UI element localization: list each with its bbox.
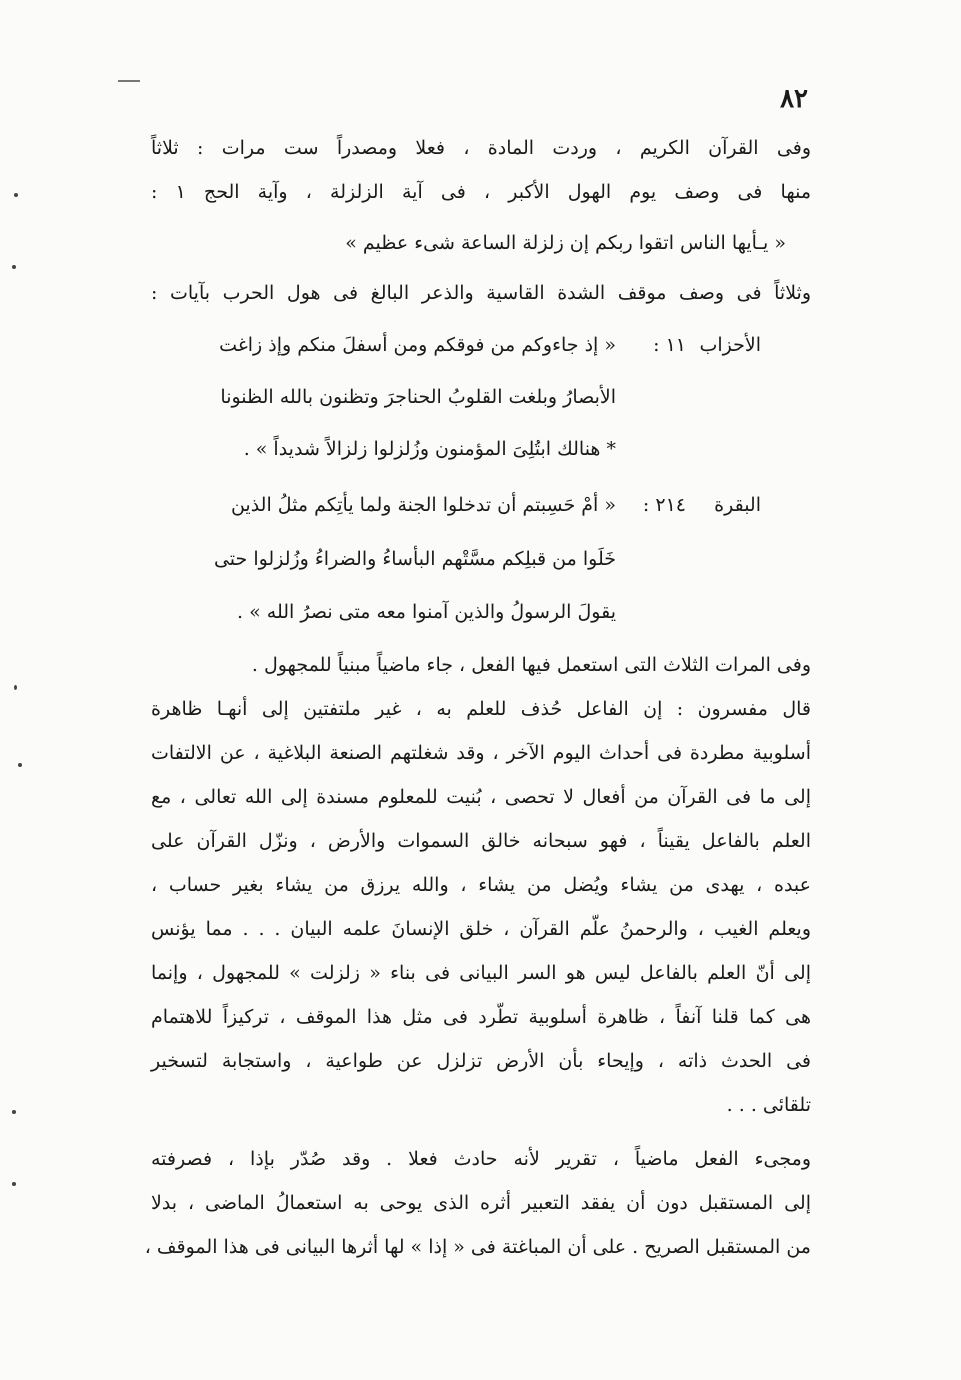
scan-speck: [12, 265, 16, 269]
verse-line: خَلَوا من قبلِكم مسَّتْهم البأساءُ والضراءُ وزُلزلوا حتى: [213, 548, 616, 570]
scan-speck: [14, 685, 17, 690]
text-line: إلى أنّ العلم بالفاعل ليس هو السر البيانى فى بناء « زلزلت » للمجهول ، وإنما: [151, 962, 811, 984]
text-line: منها فى وصف يوم الهول الأكبر ، فى آية الزلزلة ، وآية الحج ١ :: [151, 181, 811, 203]
top-rule: [118, 80, 140, 82]
text-line: أسلوبية مطردة فى أحداث اليوم الآخر ، وقد شغلتهم الصنعة البلاغية ، عن الالتفات: [151, 742, 811, 764]
verse-line: « أمْ حَسِبتم أن تدخلوا الجنة ولما يأتِكم مثلُ الذين: [230, 494, 616, 516]
scan-speck: [12, 1110, 16, 1114]
scan-speck: [14, 193, 18, 197]
verse-line: يقولَ الرسولُ والذين آمنوا معه متى نصرُ الله » .: [237, 601, 616, 623]
text-line: وفى القرآن الكريم ، وردت المادة ، فعلا ومصدراً ست مرات : ثلاثاً: [151, 137, 811, 159]
text-line: من المستقبل الصريح . على أن المباغتة فى « إذا » لها أثرها البيانى فى هذا الموقف ،: [144, 1236, 811, 1258]
verse-number: ٢١٤ :: [642, 494, 686, 516]
verse-line: * هنالك ابتُلِىَ المؤمنون وزُلزلوا زلزالاً شديداً » .: [243, 438, 616, 460]
verse-surah-name: الأحزاب: [699, 334, 761, 356]
text-line: وثلاثاً فى وصف موقف الشدة القاسية والذعر البالغ فى هول الحرب بآيات :: [151, 282, 811, 304]
text-line: ومجىء الفعل ماضياً ، تقرير لأنه حادث فعلا . وقد صُدّر بإذا ، فصرفته: [151, 1148, 811, 1170]
verse-line: الأبصارُ وبلغت القلوبُ الحناجرَ وتظنون بالله الظنونا: [220, 386, 616, 408]
scan-speck: [12, 1182, 16, 1186]
text-line: وفى المرات الثلاث التى استعمل فيها الفعل ، جاء ماضياً مبنياً للمجهول .: [251, 654, 811, 676]
scan-speck: [18, 763, 22, 767]
text-line: العلم بالفاعل يقيناً ، فهو سبحانه خالق السموات والأرض ، ونزّل القرآن على: [151, 830, 811, 852]
text-line: ويعلم الغيب ، والرحمنُ علّم القرآن ، خلق الإنسانَ علمه البيان . . . مما يؤنس: [151, 918, 811, 940]
text-line: تلقائى . . .: [726, 1094, 811, 1116]
verse-surah-name: البقرة: [714, 494, 761, 516]
text-line: إلى المستقبل دون أن يفقد التعبير أثره الذى يوحى به استعمالُ الماضى ، بدلا: [151, 1192, 811, 1214]
text-line: عبده ، يهدى من يشاء ويُضل من يشاء ، والله يرزق من يشاء بغير حساب ،: [151, 874, 811, 896]
text-line: هى كما قلنا آنفاً ، ظاهرة أسلوبية تطّرد فى مثل هذا الموقف ، تركيزاً للاهتمام: [151, 1006, 811, 1028]
text-line: قال مفسرون : إن الفاعل حُذف للعلم به ، غير ملتفتين إلى أنهـا ظاهرة: [151, 698, 811, 720]
verse-line: « إذ جاءوكم من فوقكم ومن أسفلَ منكم وإذ زاغت: [219, 334, 616, 356]
text-line: فى الحدث ذاته ، وإيحاء بأن الأرض تزلزل عن طواعية ، واستجابة لتسخير: [151, 1050, 811, 1072]
quote-line: « يـأيها الناس اتقوا ربكم إن زلزلة الساعة شىء عظيم »: [345, 232, 786, 254]
verse-number: ١١ :: [653, 334, 686, 356]
text-line: إلى ما فى القرآن من أفعال لا تحصى ، بُنيت للمعلوم مسندة إلى الله تعالى ، مع: [151, 786, 811, 808]
page-number: ٨٢: [780, 84, 808, 114]
